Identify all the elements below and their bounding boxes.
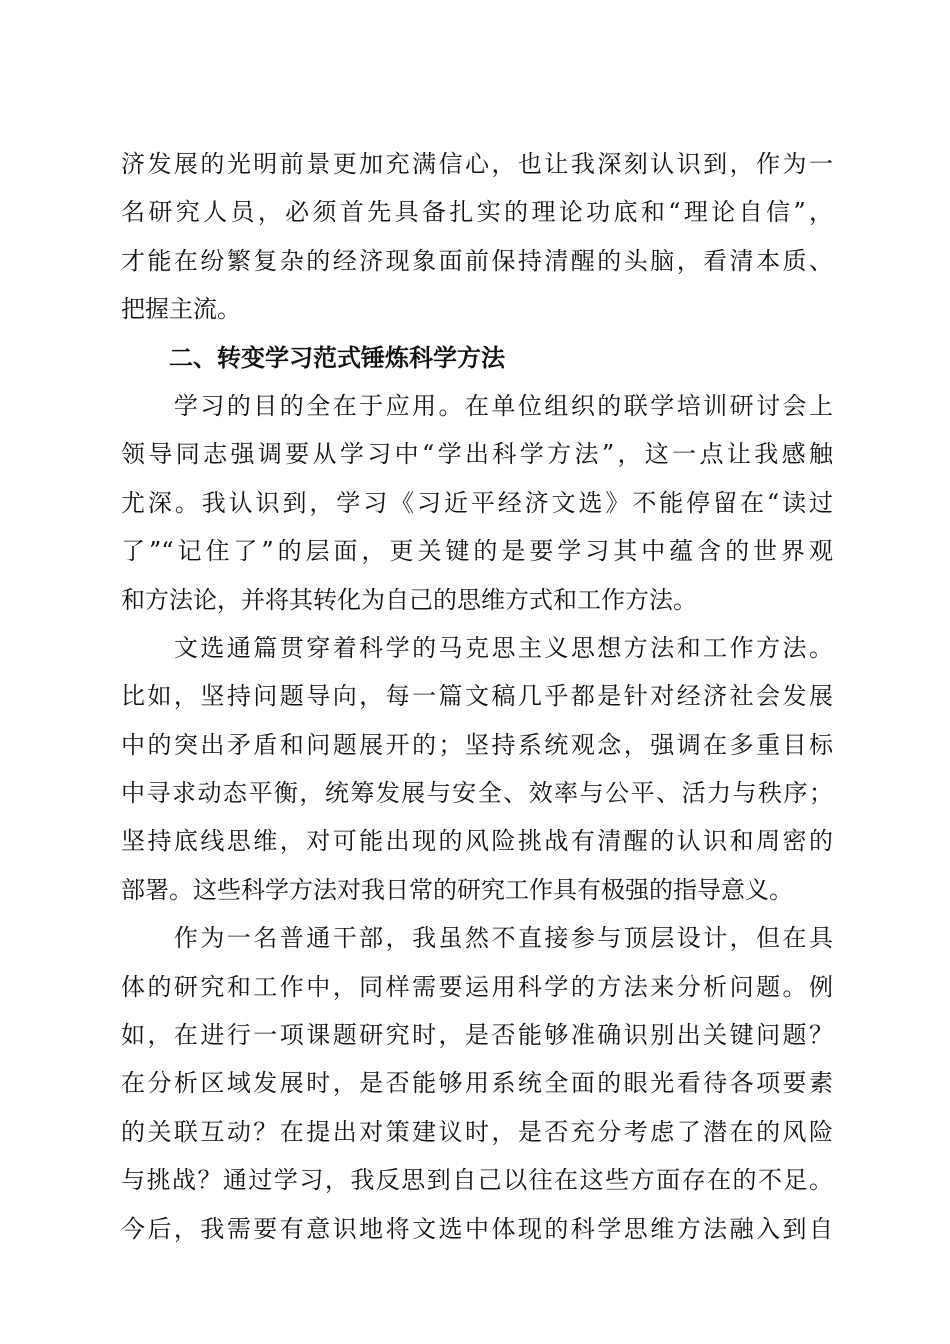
body-text	[121, 140, 833, 1253]
text-line-10: 和方法论，并将其转化为自己的思维方式和工作方法。	[121, 585, 697, 614]
text-line-3: 才能在纷繁复杂的经济现象面前保持清醒的头脑，看清本质、	[121, 246, 833, 275]
text-line-1: 济发展的光明前景更加充满信心，也让我深刻认识到，作为一	[121, 150, 833, 178]
text-line-2: 名研究人员，必须首先具备扎实的理论功底和“理论自信”，	[121, 198, 833, 227]
text-line-8: 尤深。我认识到，学习《习近平经济文选》不能停留在“读过	[121, 488, 833, 517]
text-line-23: 今后，我需要有意识地将文选中体现的科学思维方法融入到自	[121, 1214, 833, 1243]
text-line-15: 坚持底线思维，对可能出现的风险挑战有清醒的认识和周密的	[121, 827, 833, 856]
text-line-9: 了”“记住了”的层面，更关键的是要学习其中蕴含的世界观	[121, 537, 833, 566]
text-line-6: 学习的目的全在于应用。在单位组织的联学培训研讨会上	[121, 391, 833, 420]
text-line-21: 的关联互动？在提出对策建议时，是否充分考虑了潜在的风险	[121, 1117, 833, 1146]
text-line-16: 部署。这些科学方法对我日常的研究工作具有极强的指导意义。	[121, 875, 793, 904]
text-line-13: 中的突出矛盾和问题展开的；坚持系统观念，强调在多重目标	[121, 730, 833, 759]
text-line-11: 文选通篇贯穿着科学的马克思主义思想方法和工作方法。	[121, 633, 833, 662]
text-line-14: 中寻求动态平衡，统筹发展与安全、效率与公平、活力与秩序；	[121, 779, 833, 808]
text-line-4: 把握主流。	[121, 295, 241, 324]
text-line-22: 与挑战？通过学习，我反思到自己以往在这些方面存在的不足。	[121, 1166, 833, 1195]
text-line-19: 如，在进行一项课题研究时，是否能够准确识别出关键问题？	[121, 1021, 833, 1050]
text-line-18: 体的研究和工作中，同样需要运用科学的方法来分析问题。例	[121, 972, 833, 1001]
text-line-17: 作为一名普通干部，我虽然不直接参与顶层设计，但在具	[121, 924, 833, 953]
section-heading: 二、转变学习范式锤炼科学方法	[121, 343, 505, 372]
text-line-7: 领导同志强调要从学习中“学出科学方法”，这一点让我感触	[121, 440, 833, 469]
text-line-12: 比如，坚持问题导向，每一篇文稿几乎都是针对经济社会发展	[121, 682, 833, 711]
text-line-20: 在分析区域发展时，是否能够用系统全面的眼光看待各项要素	[121, 1069, 833, 1098]
